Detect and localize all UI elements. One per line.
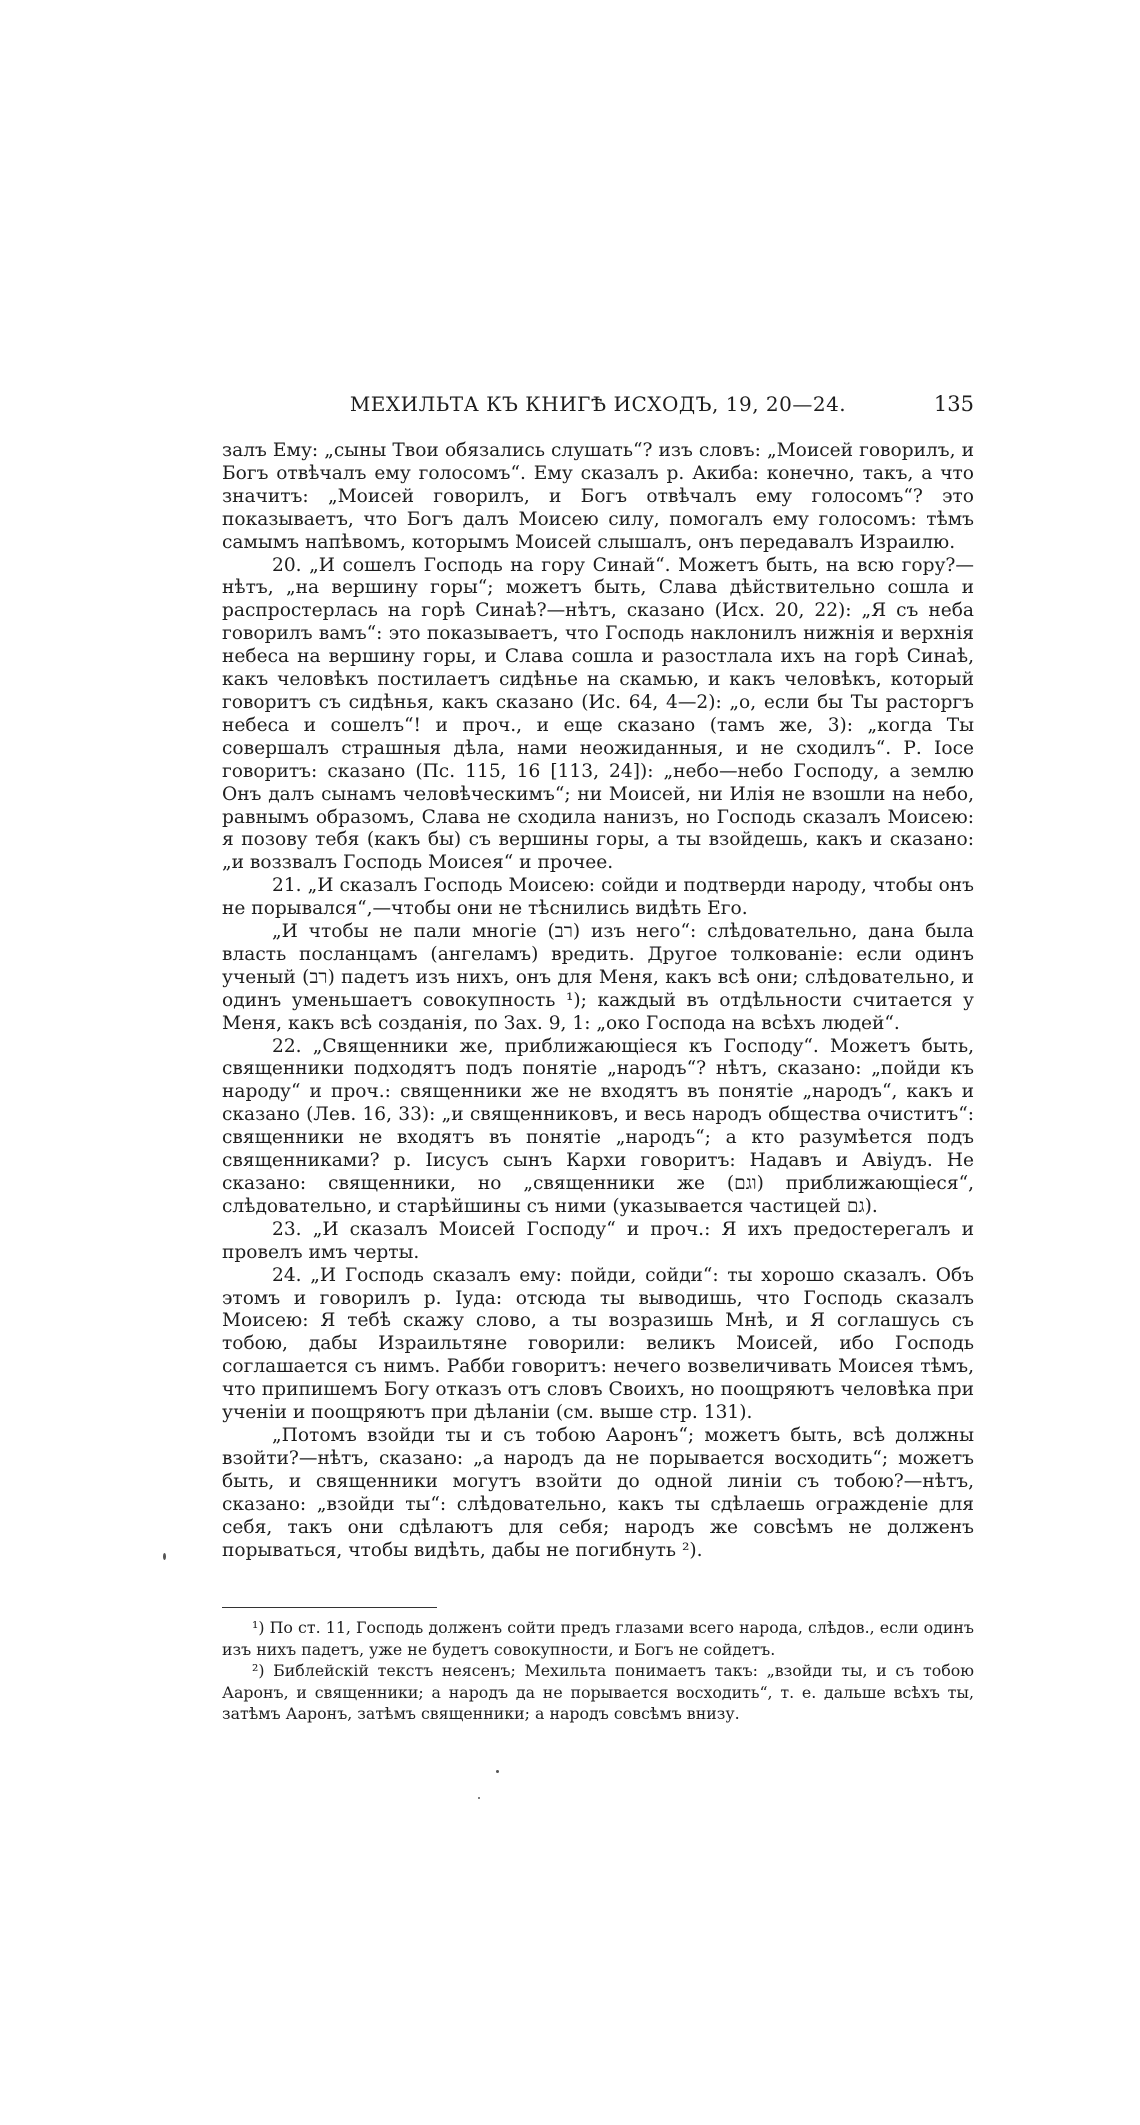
paragraph-verse-23: 23. „И сказалъ Моисей Господу“ и проч.: Я ихъ предостерегалъ и провелъ имъ черты. — [222, 1218, 974, 1263]
running-title: МЕХИЛЬТА КЪ КНИГѢ ИСХОДЪ, 19, 20—24. — [349, 392, 847, 416]
paragraph-verse-24-commentary: „Потомъ взойди ты и съ тобою Ааронъ“; можетъ быть, всѣ должны взойти?—нѣтъ, сказано: „а народъ да не порывается восходить“; можетъ быть, и священники могутъ взойти до одной линіи съ тобою?—нѣтъ, сказано: „взойди ты“: слѣдовательно, какъ ты сдѣлаешь огражденіе для себя, такъ они сдѣлаютъ для себя; народъ же совсѣмъ не долженъ порываться, чтобы видѣть, дабы не погибнуть ²). — [222, 1424, 974, 1561]
scan-speck — [163, 1553, 166, 1560]
scan-speck — [478, 1797, 480, 1799]
page-number: 135 — [933, 392, 974, 416]
paragraph-verse-21: 21. „И сказалъ Господь Моисею: сойди и подтверди народу, чтобы онъ не порывался“,—чтобы они не тѣснились видѣть Его. — [222, 875, 974, 920]
scan-speck — [496, 1770, 499, 1773]
paragraph-continuation: залъ Ему: „сыны Твои обязались слушать“? изъ словъ: „Моисей говорилъ, и Богъ отвѣчалъ ему голосомъ“. Ему сказалъ р. Акиба: конечно, такъ, а что значитъ: „Моисей говорилъ, и Богъ отвѣчалъ ему голосомъ“? это показываетъ, что Богъ далъ Моисею силу, помогалъ ему голосомъ: тѣмъ самымъ напѣвомъ, которымъ Моисей слышалъ, онъ передавалъ Израилю. — [222, 440, 974, 553]
footnote-divider — [222, 1607, 437, 1608]
paragraph-verse-24: 24. „И Господь сказалъ ему: пойди, сойди“: ты хорошо сказалъ. Объ этомъ и говорилъ р. Іуда: отсюда ты выводишь, что Господь сказалъ Моисею: Я тебѣ скажу слово, а ты возразишь Мнѣ, и Я соглашусь съ тобою, дабы Израильтяне говорили: великъ Моисей, ибо Господь соглашается съ нимъ. Рабби говоритъ: нечего возвеличивать Моисея тѣмъ, что припишемъ Богу отказъ отъ словъ Своихъ, но поощряютъ человѣка при ученіи и поощряютъ при дѣланіи (см. выше стр. 131). — [222, 1264, 974, 1424]
footnotes — [222, 1617, 974, 1725]
paragraph-verse-21-commentary: „И чтобы не пали многіе (רב) изъ него“: слѣдовательно, дана была власть посланцамъ (ангеламъ) вредить. Другое толкованіе: если одинъ ученый (רב) падетъ изъ нихъ, онъ для Меня, какъ всѣ они; слѣдовательно, и одинъ уменьшаетъ совокупность ¹); каждый въ отдѣльности считается у Меня, какъ всѣ созданія, по Зах. 9, 1: „око Господа на всѣхъ людей“. — [222, 921, 974, 1034]
footnote-1: ¹) По ст. 11, Господь долженъ сойти предъ глазами всего народа, слѣдов., если одинъ изъ нихъ падетъ, уже не будетъ совокупности, и Богъ не сойдетъ. — [222, 1618, 974, 1659]
main-text — [222, 440, 974, 1562]
page-header — [222, 392, 974, 422]
paragraph-verse-22: 22. „Священники же, приближающіеся къ Господу“. Можетъ быть, священники подходятъ подъ понятіе „народъ“? нѣтъ, сказано: „пойди къ народу“ и проч.: священники же не входятъ въ понятіе „народъ“, какъ и сказано (Лев. 16, 33): „и священниковъ, и весь народъ общества очиститъ“: священники не входятъ въ понятіе „народъ“; а кто разумѣется подъ священниками? р. Іисусъ сынъ Кархи говоритъ: Надавъ и Авіудъ. Не сказано: священники, но „священники же (וגם) приближающіеся“, слѣдовательно, и старѣйшины съ ними (указывается частицей גם). — [222, 1035, 974, 1217]
paragraph-verse-20: 20. „И сошелъ Господь на гору Синай“. Можетъ быть, на всю гору?—нѣтъ, „на вершину горы“; можетъ быть, Слава дѣйствительно сошла и распростерлась на горѣ Синаѣ?—нѣтъ, сказано (Исх. 20, 22): „Я съ неба говорилъ вамъ“: это показываетъ, что Господь наклонилъ нижнія и верхнія небеса на вершину горы, и Слава сошла и разостлала ихъ на горѣ Синаѣ, какъ человѣкъ постилаетъ сидѣнье на скамью, и какъ человѣкъ, который говоритъ съ сидѣнья, какъ сказано (Ис. 64, 4—2): „о, если бы Ты расторгъ небеса и сошелъ“! и проч., и еще сказано (тамъ же, 3): „когда Ты совершалъ страшныя дѣла, нами неожиданныя, и не сходилъ“. Р. Іосе говоритъ: сказано (Пс. 115, 16 [113, 24]): „небо—небо Господу, а землю Онъ далъ сынамъ человѣческимъ“; ни Моисей, ни Илія не взошли на небо, равнымъ образомъ, Слава не сходила нанизъ, но Господь сказалъ Моисею: я позову тебя (какъ бы) съ вершины горы, а ты взойдешь, какъ и сказано: „и воззвалъ Господь Моисея“ и прочее. — [222, 554, 974, 874]
footnote-2: ²) Библейскій текстъ неясенъ; Мехильта понимаетъ такъ: „взойди ты, и съ тобою Ааронъ, и священники; а народъ да не порывается восходить“, т. е. дальше всѣхъ ты, затѣмъ Ааронъ, затѣмъ священники; а народъ совсѣмъ внизу. — [222, 1661, 974, 1723]
